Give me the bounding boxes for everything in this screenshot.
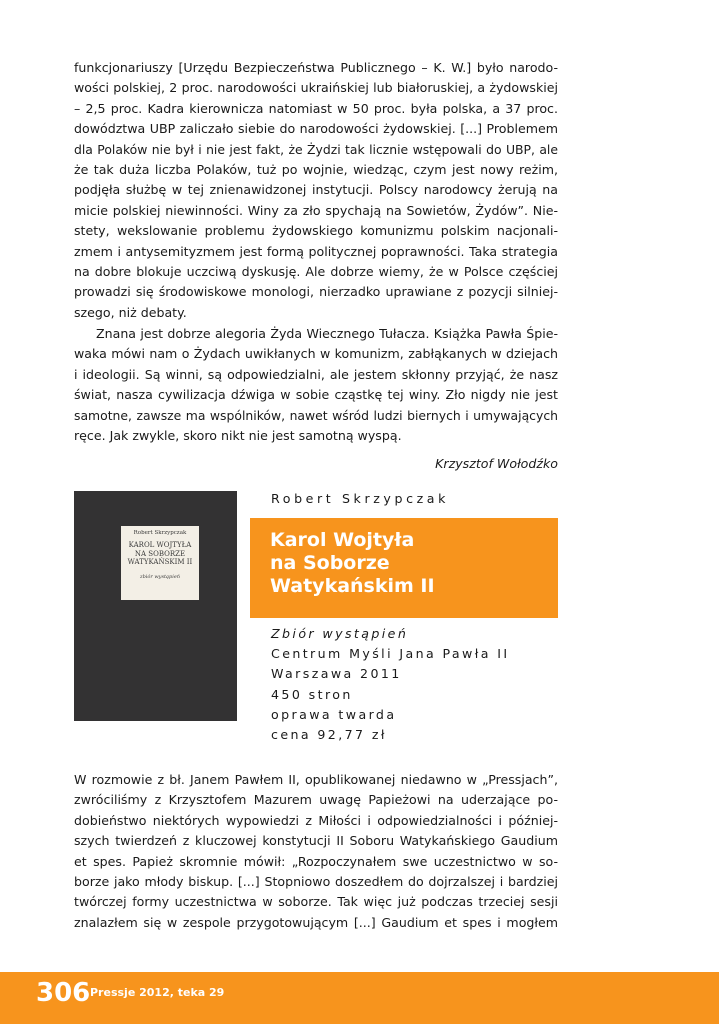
book-details	[271, 624, 509, 745]
book-author: Robert Skrzypczak	[271, 491, 450, 506]
cover-title-line: NA SOBORZE	[134, 549, 186, 558]
text-line: twórczej formy uczestnictwa w soborze. Tak więc już podczas trzeciej sesji	[74, 894, 558, 910]
text-line: podjęła służbę w tej znienawidzonej instytucji. Polscy narodowcy żerują na	[74, 182, 558, 198]
cover-subtitle: zbiór wystąpień	[139, 573, 181, 580]
text-line: ręce. Jak zwykle, skoro nikt nie jest samotną wyspą.	[74, 428, 402, 444]
book-subtitle: Zbiór wystąpień	[271, 626, 409, 641]
book-title-line: Karol Wojtyła	[270, 529, 415, 551]
article-paragraph-2	[74, 324, 558, 446]
text-line: stety, wekslowanie problemu żydowskiego komunizmu polskim nacjonali-	[74, 223, 558, 239]
text-line: świat, nasza cywilizacja dźwiga w sobie cząstkę tej winy. Zło nigdy nie jest	[74, 387, 558, 403]
text-line: et spes. Papież skromnie mówił: „Rozpoczynałem swe uczestnictwo w so-	[74, 853, 558, 869]
text-line: szych twierdzeń z kluczowej konstytucji II Soboru Watykańskiego Gaudium	[74, 833, 558, 849]
book-cover-label	[121, 526, 199, 600]
text-line: zmem i antysemityzmem jest formą politycznej poprawności. Taka strategia	[74, 243, 558, 259]
article-signature: Krzysztof Wołodźko	[435, 456, 558, 471]
text-line: że tak duża liczba Polaków, tuż po wojnie, wiedząc, czym jest nowy reżim,	[74, 162, 558, 178]
text-line: dla Polaków nie był i nie jest fakt, że Żydzi tak licznie wstępowali do UBP, ale	[74, 141, 558, 157]
book-binding: oprawa twarda	[271, 706, 397, 722]
text-line: dowództwa UBP zaliczało siebie do narodowości żydowskiej. [...] Problemem	[74, 121, 558, 137]
cover-title-line: KAROL WOJTYŁA	[128, 541, 192, 549]
book-publisher: Centrum Myśli Jana Pawła II	[271, 646, 510, 662]
cover-title	[121, 541, 199, 567]
book-title-line: na Soborze	[270, 552, 390, 574]
review-paragraph	[74, 770, 558, 933]
text-line: W rozmowie z bł. Janem Pawłem II, opublikowanej niedawno w „Pressjach”,	[74, 772, 558, 787]
book-title-line: Watykańskim II	[270, 575, 435, 597]
text-line: samotne, zawsze ma wspólników, nawet wśród ludzi biernych i umywających	[74, 407, 558, 423]
book-price: cena 92,77 zł	[271, 727, 387, 743]
book-cover-image	[74, 491, 237, 721]
text-line: i ideologii. Są winni, są odpowiedzialni, ale jestem skłonny przyjąć, że nasz	[74, 366, 558, 382]
text-line: funkcjonariuszy [Urzędu Bezpieczeństwa Publicznego – K. W.] było narodo-	[74, 60, 558, 75]
book-title	[270, 529, 435, 598]
book-place-year: Warszawa 2011	[271, 666, 402, 682]
text-line: na dobre blokuje uczciwą dyskusję. Ale dobrze wiemy, że w Polsce częściej	[74, 264, 558, 280]
text-line: Znana jest dobrze alegoria Żyda Wiecznego Tułacza. Książka Pawła Śpie-	[96, 326, 558, 341]
text-line: znalazłem się w zespole przygotowującym [...] Gaudium et spes i mogłem	[74, 914, 558, 930]
book-title-box	[250, 518, 558, 618]
text-line: borze jako młody biskup. [...] Stopniowo doszedłem do dojrzalszej i bardziej	[74, 874, 558, 890]
journal-issue: Pressje 2012, teka 29	[90, 986, 225, 999]
text-line: micie polskiej niewinności. Winy za zło spychają na Sowietów, Żydów”. Nie-	[74, 202, 558, 218]
text-line: dobieństwo niektórych wypowiedzi z Miłości i odpowiedzialności i później-	[74, 812, 558, 828]
page-number: 306	[36, 978, 91, 1008]
article-paragraph-1	[74, 58, 558, 323]
book-pages: 450 stron	[271, 686, 353, 702]
text-line: waka mówi nam o Żydach uwikłanych w komunizm, zabłąkanych w dziejach	[74, 346, 558, 362]
text-line: – 2,5 proc. Kadra kierownicza natomiast w 50 proc. była polska, a 37 proc.	[74, 100, 558, 116]
cover-title-line: WATYKAŃSKIM II	[127, 558, 193, 566]
cover-author: Robert Skrzypczak	[133, 530, 187, 536]
text-line: wości polskiej, 2 proc. narodowości ukraińskiej lub białoruskiej, a żydowskiej	[74, 80, 558, 96]
text-line: zwróciliśmy z Krzysztofem Mazurem uwagę Papieżowi na uderzające po-	[74, 792, 558, 808]
text-line: prowadzi się środowiskowe monologi, nierzadko uprawiane z pozycji silniej-	[74, 284, 558, 300]
page-footer	[0, 972, 719, 1024]
text-line: szego, niż debaty.	[74, 304, 187, 320]
